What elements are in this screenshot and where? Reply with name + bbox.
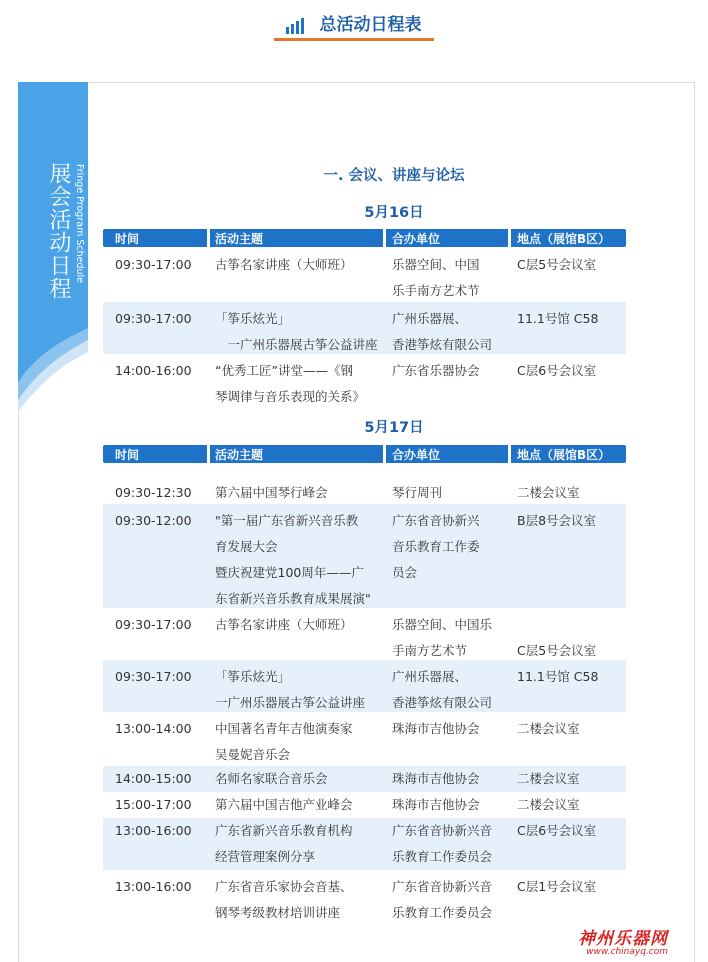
row-org: 广东省乐器协会 <box>392 363 480 378</box>
row-topic: 古筝名家讲座（大师班） <box>215 617 353 632</box>
row-venue: 11.1号馆 C58 <box>517 311 599 326</box>
row-org: 琴行周刊 <box>392 485 443 500</box>
table-row <box>103 354 626 410</box>
row-org: 广东省音协新兴 音乐教育工作委 员会 <box>392 513 480 580</box>
row-org: 广州乐器展、 香港筝炫有限公司 <box>392 311 493 352</box>
bars-icon <box>286 15 306 31</box>
table-row <box>103 792 626 818</box>
table-row <box>103 818 626 870</box>
table-row <box>103 302 626 354</box>
row-topic: "第一届广东省新兴音乐教 育发展大会 暨庆祝建党100周年——广 东省新兴音乐教育成果展演" <box>215 513 371 606</box>
col-venue: 地点（展馆B区） <box>517 232 611 246</box>
table-row <box>103 660 626 712</box>
row-venue: 二楼会议室 <box>517 485 580 500</box>
row-venue: C层5号会议室 <box>517 257 597 272</box>
row-topic: 广东省音乐家协会音基、 钢琴考级教材培训讲座 <box>215 879 353 920</box>
row-time: 09:30-17:00 <box>115 617 192 632</box>
col-time: 时间 <box>115 448 140 462</box>
sidebar-banner <box>18 82 88 412</box>
table-row <box>103 870 626 926</box>
col-venue: 地点（展馆B区） <box>517 448 611 462</box>
row-time: 09:30-17:00 <box>115 257 192 272</box>
date-heading: 5月16日 <box>364 205 424 221</box>
row-org: 珠海市吉他协会 <box>392 771 480 786</box>
row-topic: 古筝名家讲座（大师班） <box>215 257 353 272</box>
row-venue: 11.1号馆 C58 <box>517 669 599 684</box>
date-heading: 5月17日 <box>364 420 424 436</box>
site-watermark <box>578 924 668 957</box>
table-row <box>103 476 626 504</box>
row-org: 珠海市吉他协会 <box>392 797 480 812</box>
watermark-name: 神州乐器网 <box>578 929 668 949</box>
col-org: 合办单位 <box>392 232 441 246</box>
row-topic: 广东省新兴音乐教育机构 经营管理案例分享 <box>215 823 353 864</box>
sidebar-title: 展会活动日程 <box>46 162 71 300</box>
row-venue: C层1号会议室 <box>517 879 597 894</box>
row-org: 广东省音协新兴音 乐教育工作委员会 <box>392 823 493 864</box>
sidebar-subtitle: Fringe Program Schedule <box>74 164 85 283</box>
watermark-url: www.chinayq.com <box>586 947 668 957</box>
row-venue: C层6号会议室 <box>517 363 597 378</box>
col-topic: 活动主题 <box>215 448 264 462</box>
row-topic: 「筝乐炫光」 一广州乐器展古筝公益讲座 <box>215 311 378 352</box>
row-time: 13:00-16:00 <box>115 879 192 894</box>
row-time: 09:30-17:00 <box>115 311 192 326</box>
col-topic: 活动主题 <box>215 232 264 246</box>
row-org: 广州乐器展、 香港筝炫有限公司 <box>392 669 493 710</box>
row-topic: 中国著名青年吉他演奏家 吴曼妮音乐会 <box>215 721 353 762</box>
row-venue: C层5号会议室 <box>517 643 597 658</box>
table-row <box>103 248 626 300</box>
row-org: 珠海市吉他协会 <box>392 721 480 736</box>
row-topic: “优秀工匠”讲堂——《钢 琴调律与音乐表现的关系》 <box>215 363 366 404</box>
title-underline <box>274 38 433 41</box>
row-topic: 名师名家联合音乐会 <box>215 771 328 786</box>
row-topic: 「筝乐炫光」 一广州乐器展古筝公益讲座 <box>215 669 366 710</box>
page-header <box>0 10 708 41</box>
table-row <box>103 608 626 660</box>
row-topic: 第六届中国吉他产业峰会 <box>215 797 353 812</box>
col-org: 合办单位 <box>392 448 441 462</box>
row-topic: 第六届中国琴行峰会 <box>215 485 328 500</box>
row-time: 14:00-16:00 <box>115 363 192 378</box>
row-org: 乐器空间、中国乐 手南方艺术节 <box>392 617 493 658</box>
table-row <box>103 504 626 608</box>
row-venue: 二楼会议室 <box>517 797 580 812</box>
page-title: 总活动日程表 <box>319 15 422 35</box>
row-venue: C层6号会议室 <box>517 823 597 838</box>
row-time: 09:30-12:00 <box>115 513 192 528</box>
row-time: 13:00-14:00 <box>115 721 192 736</box>
row-venue: B层8号会议室 <box>517 513 597 528</box>
section-title: 一. 会议、讲座与论坛 <box>323 168 465 184</box>
row-time: 09:30-12:30 <box>115 485 192 500</box>
row-venue: 二楼会议室 <box>517 771 580 786</box>
row-org: 乐器空间、中国 乐手南方艺术节 <box>392 257 480 298</box>
row-venue: 二楼会议室 <box>517 721 580 736</box>
table-header <box>103 229 626 247</box>
row-time: 14:00-15:00 <box>115 771 192 786</box>
row-org: 广东省音协新兴音 乐教育工作委员会 <box>392 879 493 920</box>
table-header <box>103 445 626 463</box>
row-time: 13:00-16:00 <box>115 823 192 838</box>
table-row <box>103 766 626 792</box>
col-time: 时间 <box>115 232 140 246</box>
table-row <box>103 712 626 766</box>
row-time: 09:30-17:00 <box>115 669 192 684</box>
row-time: 15:00-17:00 <box>115 797 192 812</box>
